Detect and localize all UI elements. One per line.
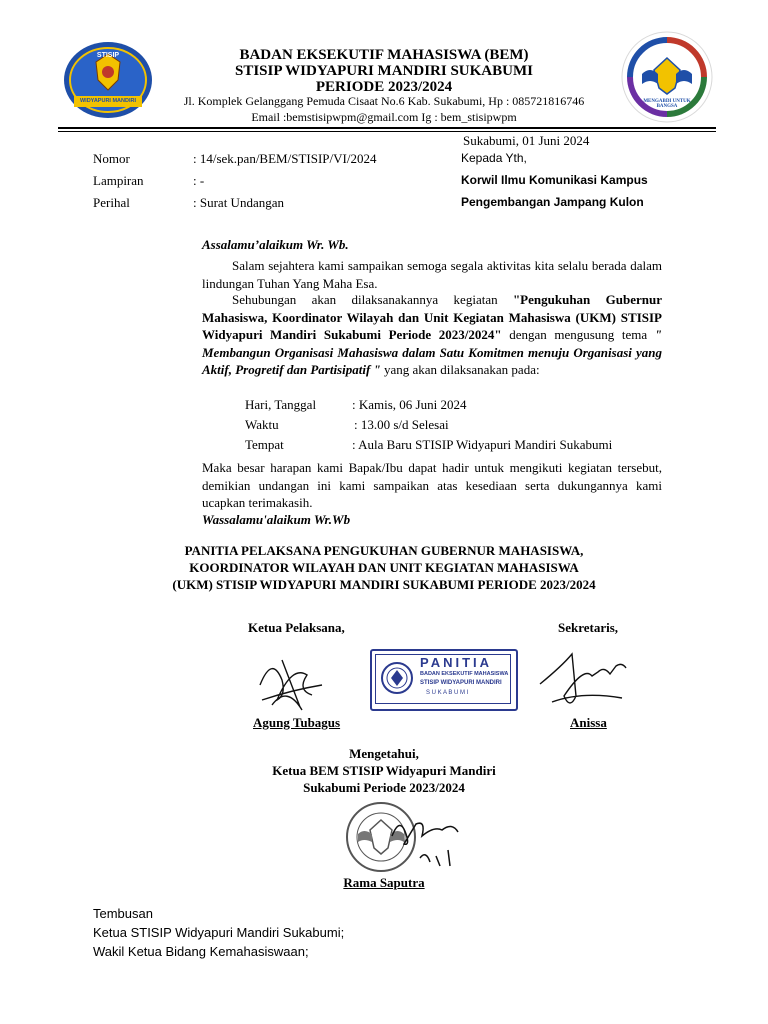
letterhead-divider-thick [58,127,716,129]
day-label: Hari, Tanggal [245,397,317,412]
letterhead-contact: Email :bemstisipwpm@gmail.com Ig : bem_stisipwpm [251,110,517,124]
nomor-label: Nomor [93,151,130,166]
secretary-name: Anissa [570,715,607,730]
chair-name: Agung Tubagus [253,715,341,730]
committee-stamp [370,649,518,711]
event-name: "Pengukuhan Gubernur Mahasiswa, Koordinator Wilayah dan Unit Kegiatan Mahasiswa (UKM) STISIP Widyapuri Mandiri Sukabumi Periode 2023/2024" [202,292,662,343]
recipient-line1: Kepada Yth, [461,151,527,165]
event-theme: " Membangun Organisasi Mahasiswa dalam Satu Komitmen menuju Organisasi yang Aktif, Progretif dan Partisipatif " [202,327,662,378]
time-value: : 13.00 s/d Selesai [354,417,449,432]
paragraph-3: Maka besar harapan kami Bapak/Ibu dapat hadir untuk mengikuti kegiatan tersebut, demikian undangan ini kami sampaikan atas kesediaan serta dukungannya kami ucapkan terimakasih. [202,460,662,511]
bem-logo-motto: MENGABDI UNTUK BANGSA [643,99,691,109]
letterhead-period: PERIODE 2023/2024 [315,79,453,95]
ack-title-2: Sukabumi Periode 2023/2024 [303,780,465,795]
committee-line-1: PANITIA PELAKSANA PENGUKUHAN GUBERNUR MAHASISWA, [184,543,584,558]
nomor-value: : 14/sek.pan/BEM/STISIP/VI/2024 [193,151,377,166]
stamp-line-2: STISIP WIDYAPURI MANDIRI [420,680,502,686]
closing: Wassalamu'alaikum Wr.Wb [202,512,351,527]
stamp-title: PANITIA [420,655,493,670]
cc-heading: Tembusan [93,906,153,921]
recipient-line2: Korwil Ilmu Komunikasi Kampus [461,173,648,187]
place-label: Tempat [245,437,284,452]
recipient-line3: Pengembangan Jampang Kulon [461,195,644,209]
committee-line-2: KOORDINATOR WILAYAH DAN UNIT KEGIATAN MAHASISWA [189,560,579,575]
stisip-logo-text: STISIP [96,52,120,59]
chairman-signature [386,806,470,872]
day-value: : Kamis, 06 Juni 2024 [352,397,467,412]
committee-line-3: (UKM) STISIP WIDYAPURI MANDIRI SUKABUMI PERIODE 2023/2024 [172,577,596,592]
secretary-title: Sekretaris, [558,620,619,635]
chair-signature [252,645,332,715]
letterhead-divider-thin [58,131,716,132]
paragraph-2 [202,291,662,379]
letter-date: Sukabumi, 01 Juni 2024 [463,133,590,148]
chair-title: Ketua Pelaksana, [248,620,345,635]
time-label: Waktu [245,417,279,432]
paragraph-1: Salam sejahtera kami sampaikan semoga segala aktivitas kita selalu berada dalam lindungan Tuhan Yang Maha Esa. [202,258,662,291]
acknowledgement: Mengetahui, [349,746,419,761]
paragraph-2-end: yang akan dilaksanakan pada: [380,362,540,378]
place-value: : Aula Baru STISIP Widyapuri Mandiri Sukabumi [352,437,613,452]
perihal-value: : Surat Undangan [193,195,284,210]
paragraph-2-mid: dengan mengusung tema [501,327,655,343]
stamp-line-3: S U K A B U M I [426,690,469,696]
letterhead-address: Jl. Komplek Gelanggang Pemuda Cisaat No.6 Kab. Sukabumi, Hp : 085721816746 [183,94,585,108]
perihal-label: Perihal [93,195,130,210]
cc-item-2: Wakil Ketua Bidang Kemahasiswaan; [93,944,309,959]
lampiran-label: Lampiran [93,173,144,188]
paragraph-2-start: Sehubungan akan dilaksanakannya kegiatan [232,292,513,307]
lampiran-value: : - [193,173,205,188]
cc-item-1: Ketua STISIP Widyapuri Mandiri Sukabumi; [93,925,345,940]
greeting: Assalamu’alaikum Wr. Wb. [202,237,349,252]
secretary-signature [532,636,632,714]
stamp-emblem-icon [380,661,414,695]
ack-title-1: Ketua BEM STISIP Widyapuri Mandiri [272,763,496,778]
letterhead-org: BADAN EKSEKUTIF MAHASISWA (BEM) [239,47,529,63]
letterhead-campus: STISIP WIDYAPURI MANDIRI SUKABUMI [235,63,533,79]
bem-chairman-name: Rama Saputra [343,875,425,890]
stisip-logo-banner: WIDYAPURI MANDIRI [79,98,137,104]
stamp-line-1: BADAN EKSEKUTIF MAHASISWA [420,671,509,677]
